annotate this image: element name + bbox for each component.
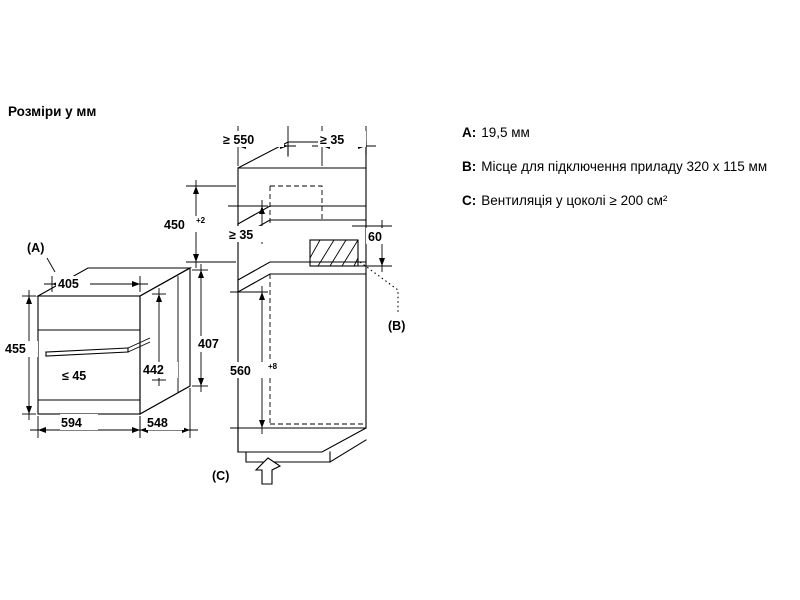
legend-value-c: Вентиляція у цоколі ≥ 200 см² — [481, 193, 668, 209]
dim-450-sup: +2 — [196, 216, 206, 225]
dim-min-35-top: ≥ 35 — [320, 133, 345, 147]
dim-min-35-shelf: ≥ 35 — [229, 228, 254, 242]
marker-a-label: (A) — [27, 241, 45, 255]
dim-442: 442 — [143, 363, 164, 377]
dim-407: 407 — [198, 337, 219, 351]
dim-60: 60 — [368, 230, 382, 244]
dim-450: 450 — [164, 218, 185, 232]
appliance-drawing — [4, 241, 232, 438]
marker-c-label: (C) — [212, 469, 230, 483]
dim-455: 455 — [5, 342, 26, 356]
legend-item-a — [462, 124, 782, 142]
legend-value-b: Місце для підключення приладу 320 x 115 мм — [481, 159, 768, 175]
dim-560-sup: +8 — [268, 362, 278, 371]
legend-key-b: B: — [462, 159, 477, 175]
legend-item-b — [462, 158, 782, 176]
dim-min-550: ≥ 550 — [223, 133, 255, 147]
dim-548: 548 — [147, 416, 168, 430]
legend-key-a: A: — [462, 125, 477, 140]
legend — [462, 124, 782, 227]
legend-key-c: C: — [462, 193, 477, 209]
dim-max-45: ≤ 45 — [62, 369, 87, 383]
legend-item-c — [462, 192, 782, 210]
page-title: Розміри у мм — [8, 104, 97, 119]
dim-594: 594 — [61, 416, 82, 430]
niche-drawing — [162, 126, 405, 484]
marker-b-label: (B) — [388, 319, 406, 333]
legend-value-a: 19,5 мм — [481, 125, 530, 140]
dim-560: 560 — [230, 364, 251, 378]
dim-405: 405 — [58, 277, 79, 291]
